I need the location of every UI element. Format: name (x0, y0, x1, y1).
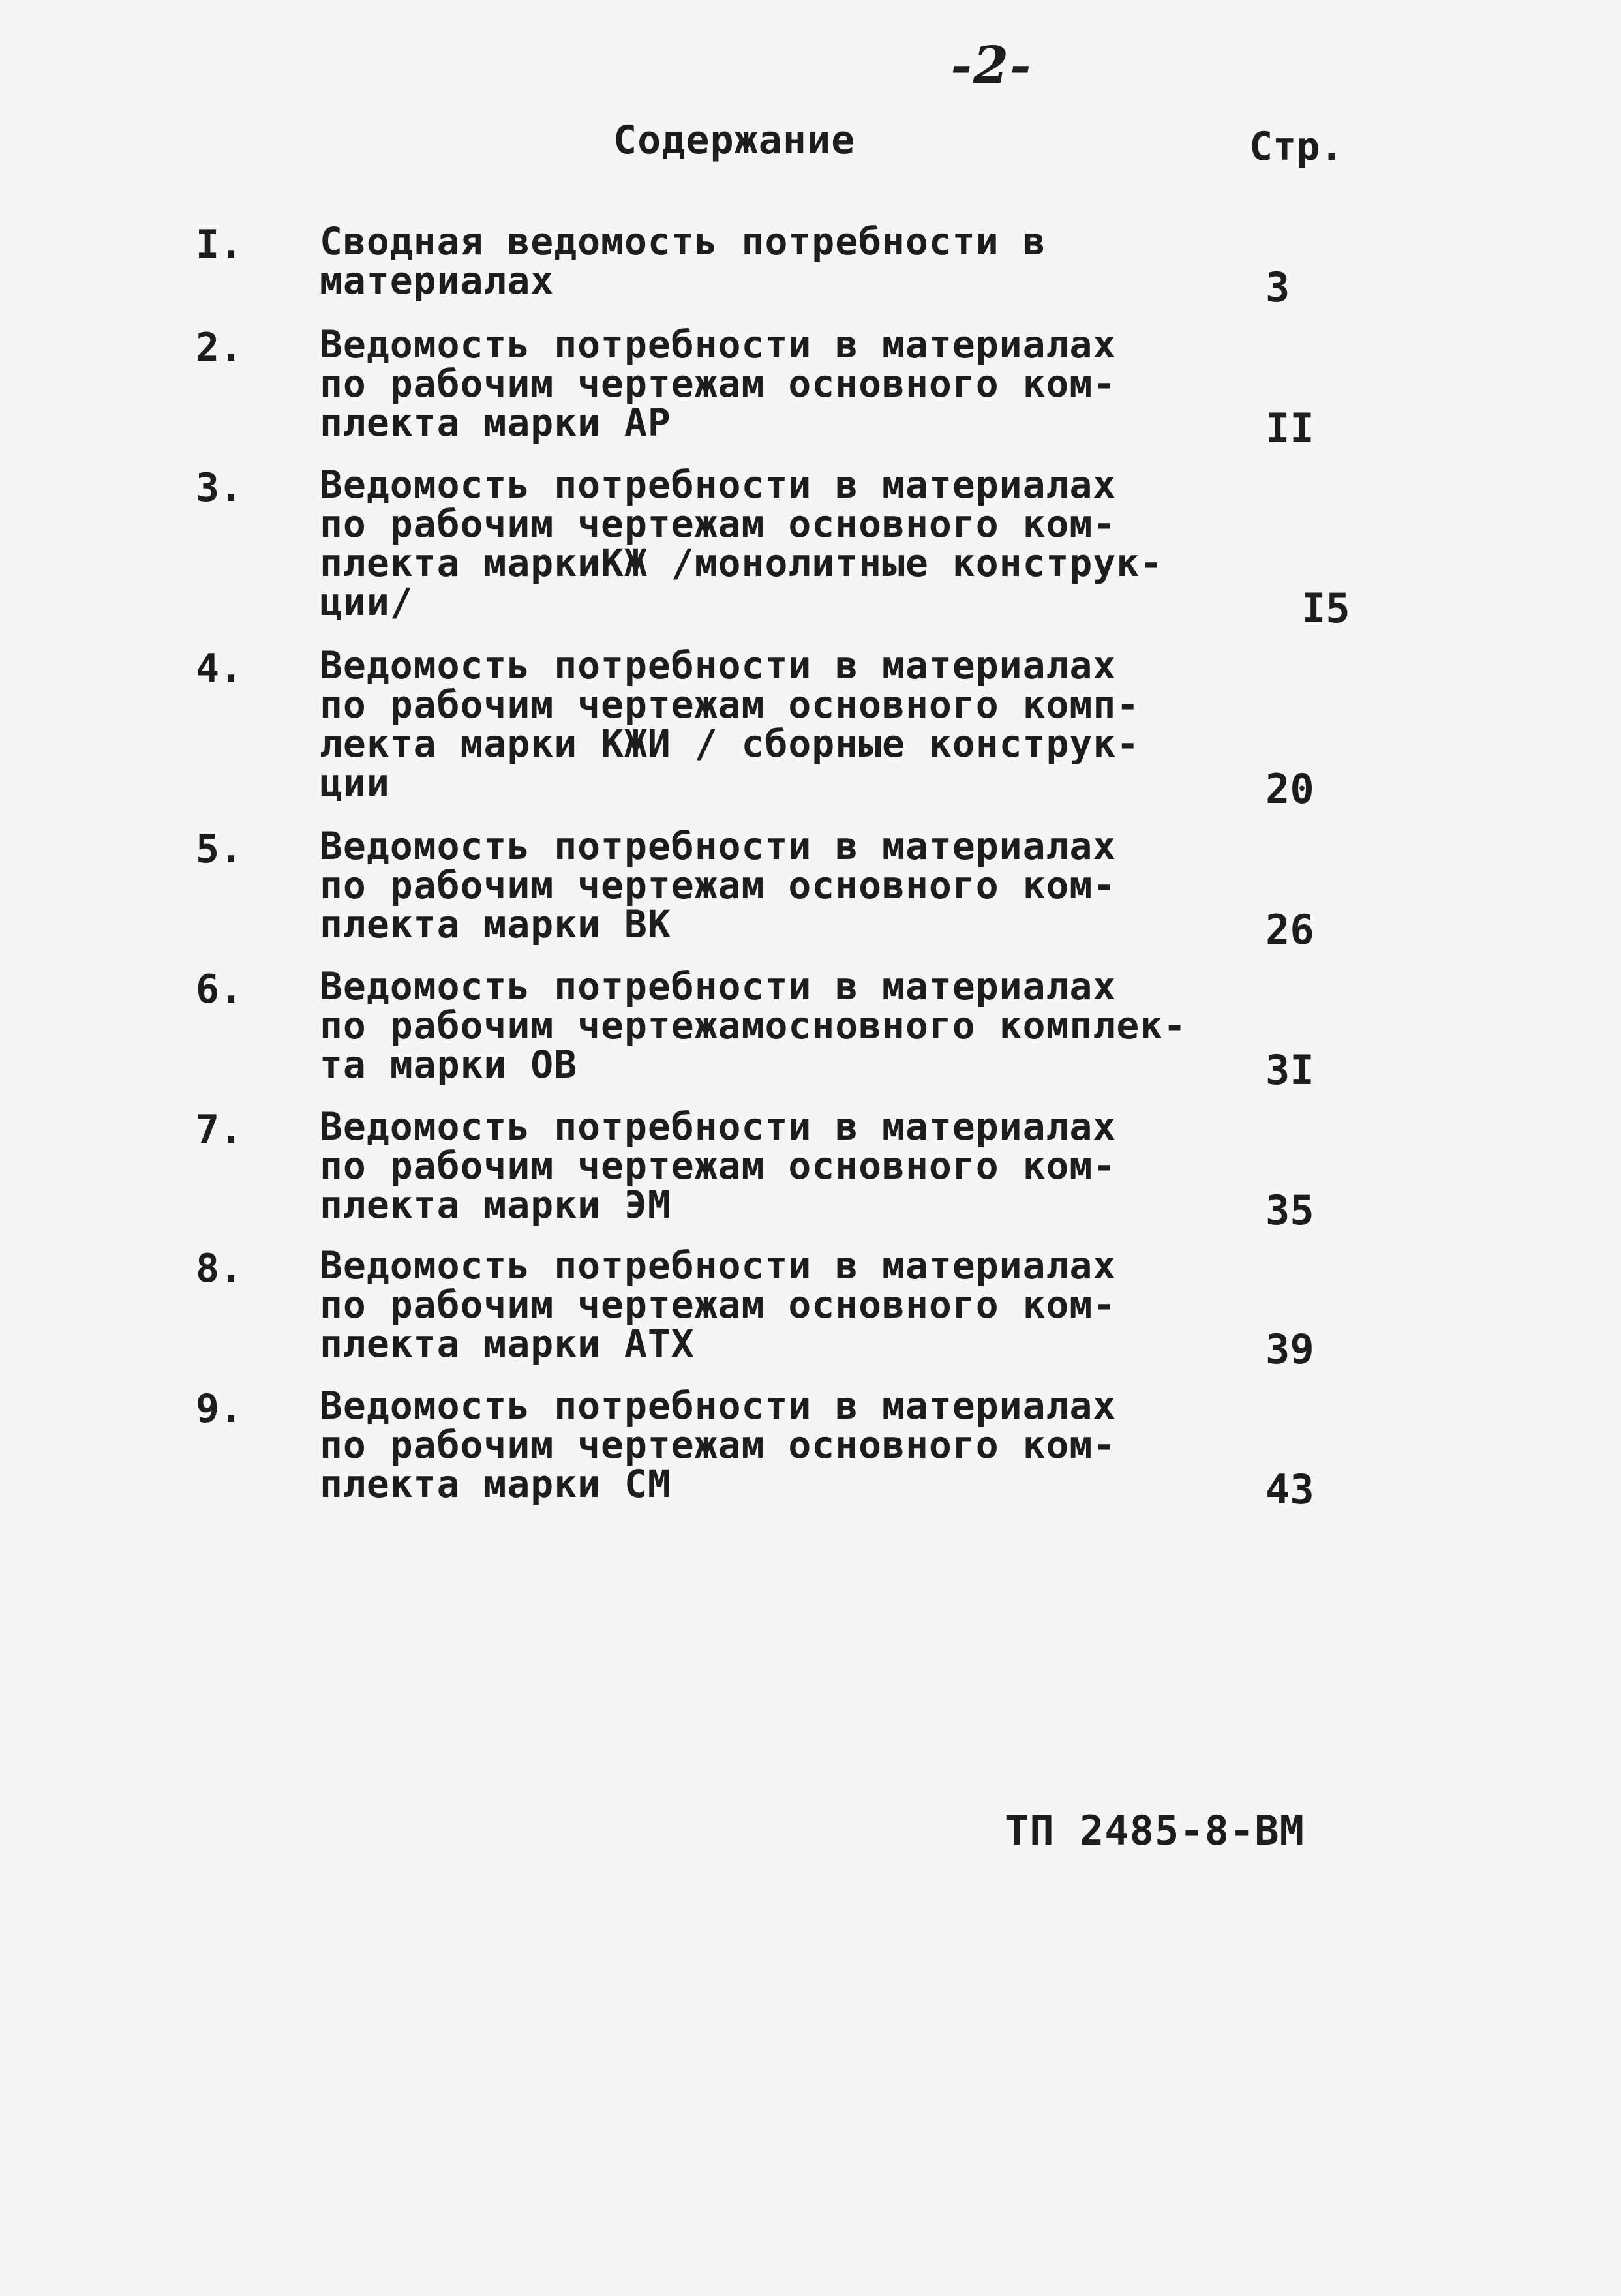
entry-number: 5. (196, 826, 243, 872)
entry-title: Сводная ведомость потребности в материалах (320, 219, 1046, 303)
entry-page: 26 (1265, 906, 1314, 954)
entry-page: I5 (1301, 584, 1350, 632)
entry-title: Ведомость потребности в материалах по рабочим чертежамосновного комплек- та марки ОВ (320, 964, 1187, 1087)
entry-title: Ведомость потребности в материалах по рабочим чертежам основного ком- плекта марки ВК (320, 824, 1117, 946)
entry-page: 35 (1265, 1186, 1314, 1234)
entry-page: 20 (1265, 765, 1314, 813)
entry-title: Ведомость потребности в материалах по рабочим чертежам основного ком- плекта марки АР (320, 322, 1117, 445)
entry-page: II (1265, 404, 1314, 452)
document-code: ТП 2485-8-ВМ (1005, 1807, 1305, 1854)
page-column-heading: Стр. (1249, 124, 1344, 170)
entry-number: I. (196, 222, 243, 267)
entry-number: 6. (196, 967, 243, 1012)
entry-title: Ведомость потребности в материалах по рабочим чертежам основного ком- плекта марки ЭМ (320, 1104, 1117, 1227)
entry-number: 7. (196, 1107, 243, 1153)
entry-number: 3. (196, 465, 243, 511)
entry-number: 8. (196, 1246, 243, 1292)
entry-number: 2. (196, 325, 243, 370)
entry-page: 43 (1265, 1466, 1314, 1513)
entry-title: Ведомость потребности в материалах по рабочим чертежам основного ком- плекта марки АТХ (320, 1243, 1117, 1366)
entry-number: 4. (196, 646, 243, 691)
page-number: -2- (950, 36, 1033, 95)
entry-number: 9. (196, 1386, 243, 1432)
entry-title: Ведомость потребности в материалах по рабочим чертежам основного ком- плекта маркиКЖ /монолитные конструк- ции/ (320, 462, 1164, 624)
entry-page: 3 (1265, 264, 1290, 311)
entry-title: Ведомость потребности в материалах по рабочим чертежам основного комп- лекта марки КЖИ / сборные конструк- ции (320, 643, 1140, 805)
entry-title: Ведомость потребности в материалах по рабочим чертежам основного ком- плекта марки СМ (320, 1383, 1117, 1506)
toc-heading: Содержание (613, 117, 856, 163)
entry-page: 3I (1265, 1046, 1314, 1094)
entry-page: 39 (1265, 1325, 1314, 1373)
